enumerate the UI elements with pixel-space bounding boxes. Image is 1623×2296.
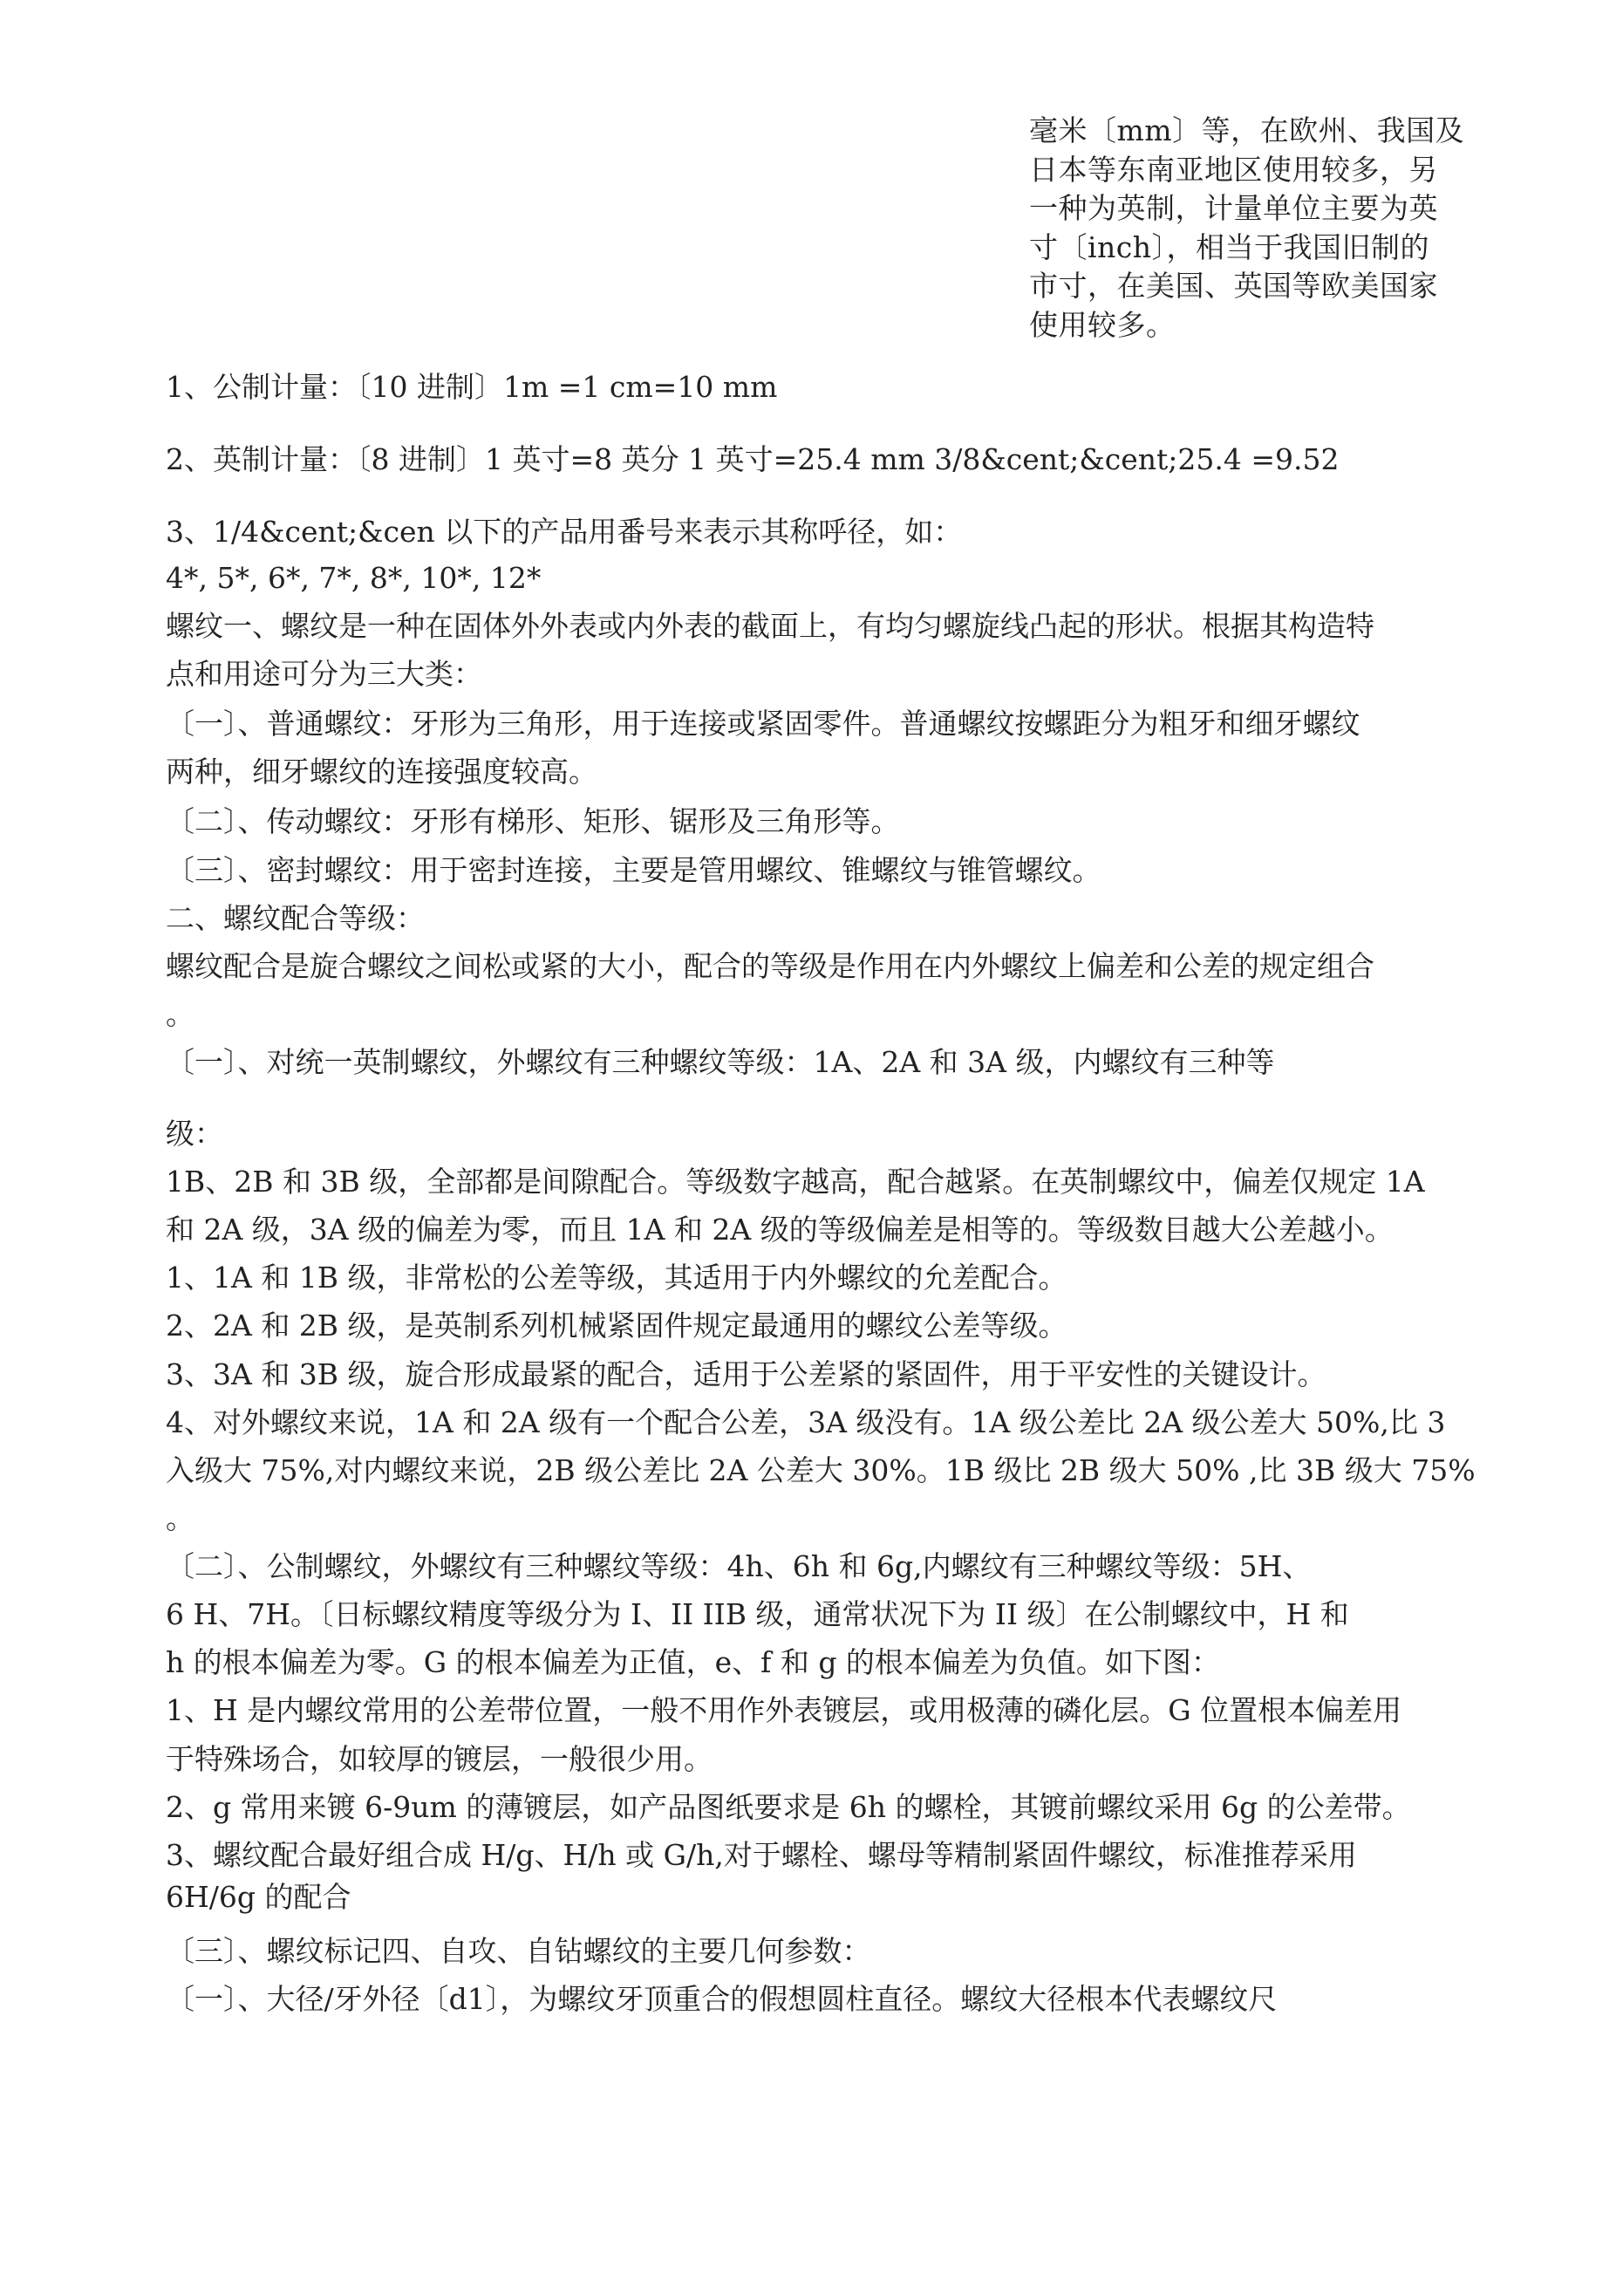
text-line: 螺纹配合是旋合螺纹之间松或紧的大小，配合的等级是作用在内外螺纹上偏差和公差的规定组合 [166,949,1374,983]
text-line: 点和用途可分为三大类： [166,657,482,691]
text-line: 3、3A 和 3B 级，旋合形成最紧的配合，适用于公差紧的紧固件，用于平安性的关键设计。 [166,1357,1326,1391]
text-line: 级： [166,1117,223,1151]
text-line: 入级大 75%,对内螺纹来说，2B 级公差比 2A 公差大 30%。1B 级比 2B 级大 50% ,比 3B 级大 75% [166,1453,1476,1487]
text-line: 〔二〕、传动螺纹：牙形有梯形、矩形、锯形及三角形等。 [166,804,900,838]
text-line: 〔一〕、普通螺纹：牙形为三角形，用于连接或紧固零件。普通螺纹按螺距分为粗牙和细牙螺纹 [166,707,1360,741]
imperial-measure-line: 2、英制计量：〔8 进制〕1 英寸=8 英分 1 英寸=25.4 mm 3/8&cent;&cent;25.4 =9.52 [166,442,1340,476]
text-line: 寸〔inch〕，相当于我国旧制的 [1029,229,1430,264]
text-line: 3、螺纹配合最好组合成 H/g、H/h 或 G/h,对于螺栓、螺母等精制紧固件螺纹，标准推荐采用 [166,1838,1357,1872]
text-line: 两种，细牙螺纹的连接强度较高。 [166,755,597,789]
text-line: 2、g 常用来镀 6-9um 的薄镀层，如产品图纸要求是 6h 的螺栓，其镀前螺纹采用 6g 的公差带。 [166,1790,1411,1824]
text-line: 和 2A 级，3A 级的偏差为零，而且 1A 和 2A 级的等级偏差是相等的。等级数目越大公差越小。 [166,1213,1394,1247]
size-numbers-line: 4*, 5*, 6*, 7*, 8*, 10*, 12* [166,561,542,595]
text-line: 毫米〔mm〕等，在欧州、我国及 [1029,113,1465,147]
text-line: 〔三〕、密封螺纹：用于密封连接，主要是管用螺纹、锥螺纹与锥管螺纹。 [166,853,1101,887]
text-line: 〔一〕、对统一英制螺纹，外螺纹有三种螺纹等级：1A、2A 和 3A 级，内螺纹有三种等 [166,1045,1275,1079]
text-line: 螺纹一、螺纹是一种在固体外外表或内外表的截面上，有均匀螺旋线凸起的形状。根据其构造特 [166,609,1374,643]
text-line: 。 [166,1501,194,1535]
text-line: 一种为英制，计量单位主要为英 [1029,191,1438,225]
section-heading: 二、螺纹配合等级： [166,901,425,935]
text-line: 3、1/4&cent;&cen 以下的产品用番号来表示其称呼径，如： [166,515,963,549]
text-line: 6H/6g 的配合 [166,1880,351,1914]
text-line: 。 [166,997,194,1031]
text-line: 6 H、7H。〔日标螺纹精度等级分为 I、II IIB 级，通常状况下为 II 级〕在公制螺纹中，H 和 [166,1597,1349,1631]
text-line: 〔二〕、公制螺纹，外螺纹有三种螺纹等级：4h、6h 和 6g,内螺纹有三种螺纹等级：5H、 [166,1549,1312,1583]
right-column-paragraph [1029,112,1483,345]
text-line: 〔三〕、螺纹标记四、自攻、自钻螺纹的主要几何参数： [166,1934,871,1968]
metric-measure-line: 1、公制计量：〔10 进制〕1m =1 cm=10 mm [166,370,778,404]
text-line: 于特殊场合，如较厚的镀层，一般很少用。 [166,1742,713,1776]
text-line: 2、2A 和 2B 级，是英制系列机械紧固件规定最通用的螺纹公差等级。 [166,1309,1067,1343]
text-line: 1、H 是内螺纹常用的公差带位置，一般不用作外表镀层，或用极薄的磷化层。G 位置根本偏差用 [166,1693,1402,1727]
text-line: 1、1A 和 1B 级，非常松的公差等级，其适用于内外螺纹的允差配合。 [166,1261,1067,1295]
text-line: 日本等东南亚地区使用较多，另 [1029,152,1438,187]
text-line: 1B、2B 和 3B 级，全部都是间隙配合。等级数字越高，配合越紧。在英制螺纹中，偏差仅规定 1A [166,1165,1425,1199]
text-line: 〔一〕、大径/牙外径〔d1〕，为螺纹牙顶重合的假想圆柱直径。螺纹大径根本代表螺纹尺 [166,1982,1278,2016]
text-line: 使用较多。 [1029,307,1176,342]
text-line: 4、对外螺纹来说，1A 和 2A 级有一个配合公差，3A 级没有。1A 级公差比 2A 级公差大 50%,比 3 [166,1405,1446,1439]
text-line: 市寸，在美国、英国等欧美国家 [1029,269,1438,303]
text-line: h 的根本偏差为零。G 的根本偏差为正值，e、f 和 g 的根本偏差为负值。如下图： [166,1645,1220,1679]
